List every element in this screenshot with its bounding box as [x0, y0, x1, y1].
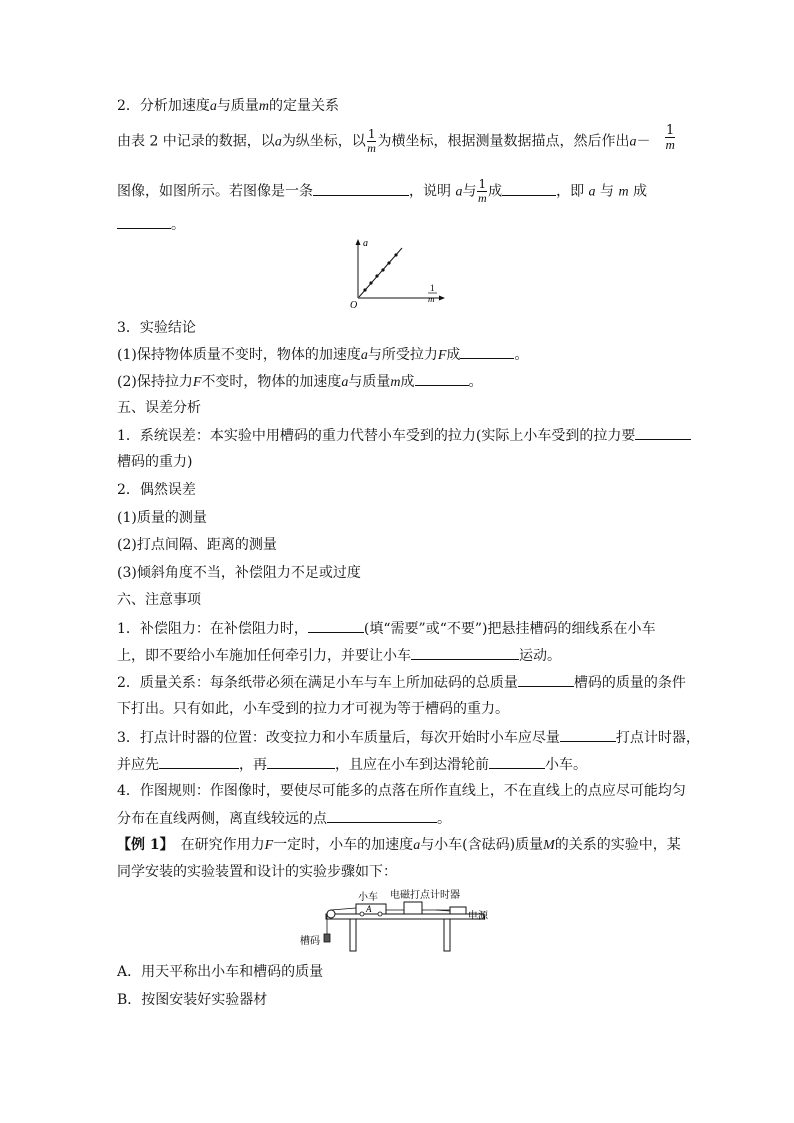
error-2a: (1)质量的测量 [117, 510, 207, 526]
table-leg [350, 919, 356, 951]
note-1-line2: 上，即不要给小车施加任何牵引力，并要让小车 运动。 [117, 645, 561, 666]
error-1-line1: 1．系统误差：本实验中用槽码的重力代替小车受到的拉力(实际上小车受到的拉力要 [117, 425, 691, 446]
y-axis-label: a [363, 238, 368, 249]
note-4-line2: 分布在直线两侧，离直线较远的点 。 [117, 808, 451, 829]
note-3-line2: 并应先 ，再 ，且应在小车到达滑轮前 小车。 [117, 754, 587, 775]
section6-heading: 六、注意事项 [117, 592, 201, 608]
label-A: A [366, 904, 372, 914]
error-2: 2．偶然误差 [117, 482, 196, 498]
error-1-line2: 槽码的重力) [117, 454, 193, 470]
data-point [381, 268, 384, 271]
conclusion-2: (2)保持拉力F不变时，物体的加速度a与质量m成 。 [117, 371, 483, 393]
string [331, 908, 356, 910]
section2-paragraph-line2: 图像，如图所示。若图像是一条 ，说明 a与 $\frac{1}{m}$ 成 ，即 a 与 m 成 [117, 177, 648, 205]
data-point [387, 261, 390, 264]
y-axis-arrow-icon [356, 239, 361, 245]
section2-paragraph-line3: 。 [117, 214, 185, 235]
data-point [363, 288, 366, 291]
cart-wheel [360, 912, 364, 916]
section2-paragraph-line1: 由表 2 中记录的数据，以a为纵坐标，以 $\frac{1}{m}$ 为横坐标，根据测量数据描点，然后作出a－ [117, 127, 651, 155]
section5-heading: 五、误差分析 [117, 400, 201, 416]
x-axis-label-den: m [428, 294, 435, 304]
note-4-line1: 4．作图规则：作图像时，要使尽可能多的点落在所作直线上，不在直线上的点应尽可能均匀 [117, 783, 686, 799]
pulley-icon [327, 910, 335, 918]
x-axis-label-num: 1 [430, 283, 435, 293]
a-vs-inverse-m-graph [346, 236, 456, 312]
note-2-line1: 2．质量关系：每条纸带必须在满足小车与车上所加砝码的总质量 槽码的质量的条件 [117, 672, 686, 693]
label-weight: 槽码 [300, 936, 320, 947]
hanging-weight-icon [324, 934, 330, 942]
note-1-line1: 1．补偿阻力：在补偿阻力时， (填“需要”或“不要”)把悬挂槽码的细线系在小车 [117, 618, 655, 639]
apparatus-figure [300, 884, 500, 956]
note-2-line2: 下打出。只有如此，小车受到的拉力才可视为等于槽码的重力。 [117, 701, 509, 717]
example-1-line1: 【例 1】 在研究作用力F一定时，小车的加速度a与小车(含砝码)质量M的关系的实验中，某 [117, 837, 681, 853]
table-top [326, 914, 484, 919]
timer-body [404, 902, 422, 914]
data-point [375, 274, 378, 277]
fraction-one-over-m-right: $\frac{1}{m}$ [665, 123, 675, 152]
data-point [369, 281, 372, 284]
error-2b: (2)打点间隔、距离的测量 [117, 537, 277, 553]
label-car: 小车 [358, 892, 378, 903]
power-supply-icon [450, 907, 466, 914]
fraction-one-over-m: $\frac{1}{m}$ [367, 127, 376, 155]
error-2c: (3)倾斜角度不当，补偿阻力不足或过度 [117, 565, 361, 581]
note-3-line1: 3．打点计时器的位置：改变拉力和小车质量后，每次开始时小车应尽量 打点计时器， [117, 727, 700, 748]
x-axis-arrow-icon [439, 296, 445, 301]
label-power: 电源 [468, 911, 488, 922]
section3-heading: 3．实验结论 [117, 320, 196, 336]
example-tag: 【例 1】 [117, 837, 167, 853]
section2-heading: 2．分析加速度a与质量m的定量关系 [117, 98, 340, 114]
label-timer: 电磁打点计时器 [390, 890, 460, 901]
conclusion-1: (1)保持物体质量不变时，物体的加速度a与所受拉力F成 。 [117, 344, 528, 366]
data-point [394, 253, 397, 256]
table-leg [444, 919, 450, 951]
cart-wheel [378, 912, 382, 916]
example-1-line2: 同学安装的实验装置和设计的实验步骤如下： [117, 864, 397, 880]
step-B: B．按图安装好实验器材 [117, 992, 268, 1008]
step-A: A．用天平称出小车和槽码的质量 [117, 964, 324, 980]
origin-label: O [350, 300, 358, 311]
